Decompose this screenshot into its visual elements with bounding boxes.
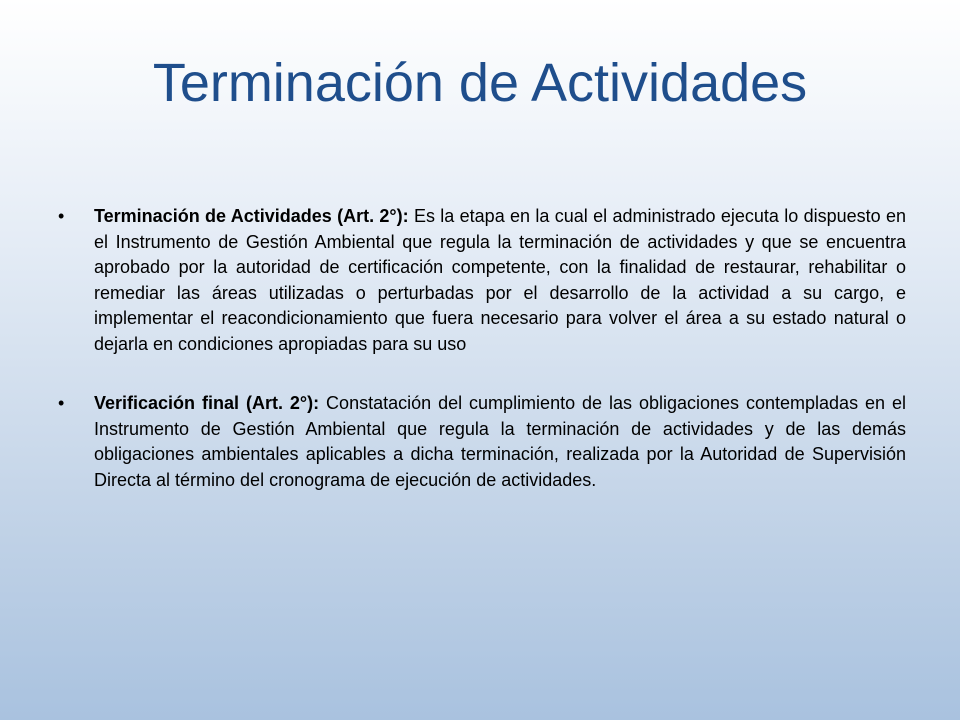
bullet-item-verificacion [56,391,906,493]
bullet-text: Es la etapa en la cual el administrado ejecuta lo dispuesto en el Instrumento de Gestión Ambiental que regula la terminación de actividades y que se encuentra aprobado por la autoridad de certificación competente, con la finalidad de restaurar, rehabilitar o remediar las áreas utilizadas o perturbadas por el desarrollo de la actividad a su cargo, e implementar el reacondicionamiento que fuera necesario para volver el área a su estado natural o dejarla en condiciones apropiadas para su uso [94,206,907,354]
bullet-item-terminacion [56,204,906,357]
slide-title: Terminación de Actividades [152,53,808,113]
bullet-marker: • [58,206,65,226]
bullet-marker: • [58,393,65,413]
bullet-term: Terminación de Actividades (Art. 2°): [94,206,409,226]
bullet-text: Constatación del cumplimiento de las obligaciones contempladas en el Instrumento de Gestión Ambiental que regula la terminación de actividades y de las demás obligaciones ambientales aplicables a dicha terminación, realizada por la Autoridad de Supervisión Directa al término del cronograma de ejecución de actividades. [94,393,907,490]
bullet-term: Verificación final (Art. 2°): [94,393,320,413]
bullet-list [56,204,906,527]
